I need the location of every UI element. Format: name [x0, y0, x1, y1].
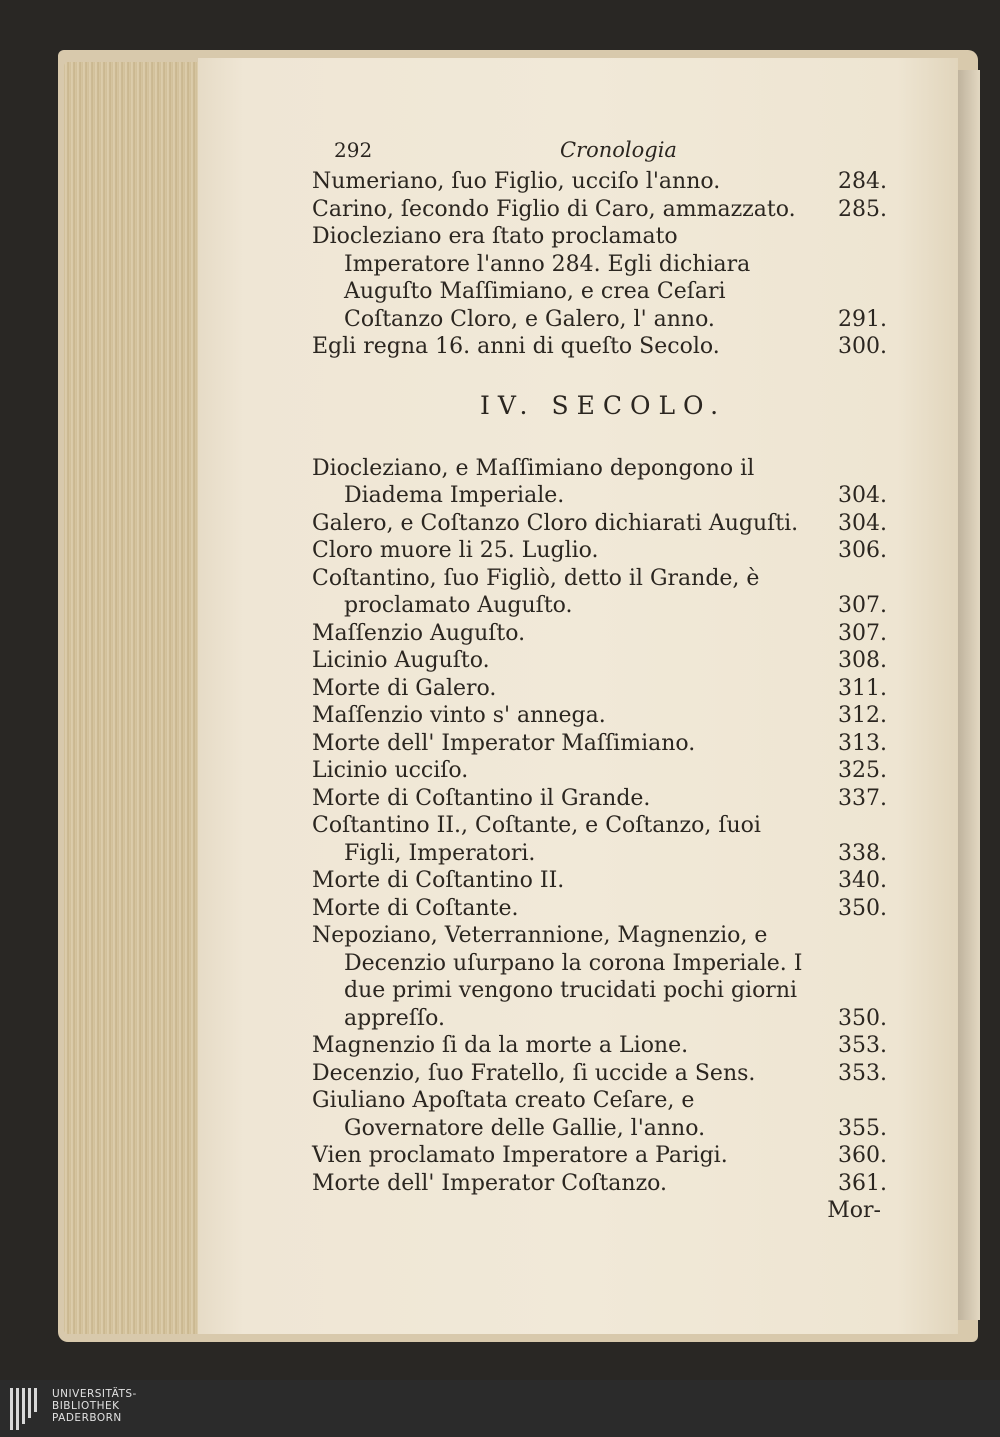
running-head — [312, 138, 887, 168]
chronology-entry — [312, 647, 887, 675]
chronology-entry — [312, 1170, 887, 1198]
entry-year: 291. — [838, 306, 887, 332]
entry-text: Morte dell' Imperator Coſtanzo. — [312, 1170, 668, 1196]
entry-year: 350. — [838, 895, 887, 921]
entry-year: 308. — [838, 648, 887, 673]
chronology-entry — [312, 867, 887, 895]
library-name-line: UNIVERSITÄTS- — [52, 1388, 137, 1400]
entry-text: Licinio ucciſo. — [312, 758, 469, 783]
entry-year: 311. — [838, 675, 887, 701]
entry-text: Cloro muore li 25. Luglio. — [312, 538, 599, 563]
chronology-entry — [312, 757, 887, 785]
chronology-entry — [312, 1060, 887, 1088]
entry-text: Morte di Galero. — [312, 675, 497, 701]
facing-page-edge — [958, 70, 980, 1320]
entry-text: Maſſenzio Auguſto. — [312, 620, 526, 646]
chronology-entry — [312, 223, 887, 333]
entry-text: Diocleziano era ſtato proclamato Imperatore l'anno 284. Egli dichiara Auguſto Maſſimiano, e crea Ceſari Coſtanzo Cloro, e Galero, l' anno. — [312, 224, 751, 332]
entry-year: 285. — [838, 196, 887, 222]
chronology-entry — [312, 730, 887, 758]
library-logo-icon — [10, 1388, 42, 1430]
entry-text: Nepoziano, Veterrannione, Magnenzio, e Decenzio uſurpano la corona Imperiale. I due primi vengono trucidati pochi giorni appreſſo. — [312, 923, 803, 1031]
entry-year: 360. — [838, 1143, 887, 1168]
entry-text: Coſtantino II., Coſtante, e Coſtanzo, ſuoi Figli, Imperatori. — [312, 813, 761, 866]
entry-text: Decenzio, ſuo Fratello, ſi uccide a Sens. — [312, 1060, 756, 1086]
section-heading: IV. SECOLO. — [480, 390, 727, 420]
entry-year: 338. — [838, 840, 887, 866]
chronology-entry — [312, 196, 887, 224]
library-name — [52, 1388, 137, 1424]
entry-year: 353. — [838, 1033, 887, 1058]
entry-text: Morte dell' Imperator Maſſimiano. — [312, 730, 696, 756]
entry-year: 353. — [838, 1060, 887, 1086]
chronology-entry — [312, 455, 887, 510]
entry-text: Carino, ſecondo Figlio di Caro, ammazzato. — [312, 196, 796, 222]
running-title: Cronologia — [560, 138, 677, 162]
chronology-entry — [312, 702, 887, 730]
entry-text: Egli regna 16. anni di queſto Secolo. — [312, 334, 720, 359]
chronology-entry — [312, 537, 887, 565]
entry-year: 340. — [838, 868, 887, 893]
entry-year: 350. — [838, 1005, 887, 1031]
entry-text: Numeriano, ſuo Figlio, ucciſo l'anno. — [312, 169, 721, 194]
entry-year: 361. — [838, 1170, 887, 1196]
chronology-entry — [312, 675, 887, 703]
entry-text: Coſtantino, ſuo Figliò, detto il Grande, è proclamato Auguſto. — [312, 565, 760, 618]
page-edges — [64, 62, 204, 1334]
entry-text: Morte di Coſtantino II. — [312, 868, 565, 893]
chronology-entry — [312, 895, 887, 923]
page-text — [312, 138, 887, 1225]
library-name-line: PADERBORN — [52, 1412, 122, 1424]
chronology-entry — [312, 510, 887, 538]
entry-text: Giuliano Apoſtata creato Ceſare, e Governatore delle Gallie, l'anno. — [312, 1088, 706, 1141]
entry-year: 355. — [838, 1115, 887, 1141]
entry-text: Galero, e Coſtanzo Cloro dichiarati Auguſti. — [312, 510, 799, 536]
library-footer — [0, 1380, 1000, 1437]
entry-year: 325. — [838, 758, 887, 783]
entry-year: 304. — [838, 483, 887, 508]
entry-text: Magnenzio ſi da la morte a Lione. — [312, 1033, 689, 1058]
entry-year: 313. — [838, 730, 887, 756]
chronology-entry — [312, 922, 887, 1032]
entry-text: Licinio Auguſto. — [312, 648, 490, 673]
entry-year: 300. — [838, 334, 887, 359]
entry-text: Morte di Coſtante. — [312, 895, 519, 921]
entry-year: 306. — [838, 538, 887, 563]
entry-text: Maſſenzio vinto s' annega. — [312, 703, 606, 728]
chronology-entry — [312, 1032, 887, 1060]
chronology-entry — [312, 620, 887, 648]
entry-text: Vien proclamato Imperatore a Parigi. — [312, 1143, 728, 1168]
entry-text: Diocleziano, e Maſſimiano depongono il Diadema Imperiale. — [312, 455, 755, 508]
chronology-entry — [312, 812, 887, 867]
page-number: 292 — [334, 138, 373, 162]
entry-text: Morte di Coſtantino il Grande. — [312, 785, 651, 811]
chronology-entry — [312, 1087, 887, 1142]
chronology-entry — [312, 333, 887, 361]
entry-year: 337. — [838, 785, 887, 811]
chronology-entry — [312, 1142, 887, 1170]
chronology-entry — [312, 168, 887, 196]
catchword: Mor- — [827, 1198, 881, 1223]
entry-year: 307. — [838, 620, 887, 646]
chronology-entry — [312, 565, 887, 620]
library-name-line: BIBLIOTHEK — [52, 1400, 120, 1412]
entry-year: 284. — [838, 169, 887, 194]
entry-year: 304. — [838, 510, 887, 536]
entry-year: 307. — [838, 593, 887, 618]
chronology-entry — [312, 785, 887, 813]
entry-year: 312. — [838, 703, 887, 728]
